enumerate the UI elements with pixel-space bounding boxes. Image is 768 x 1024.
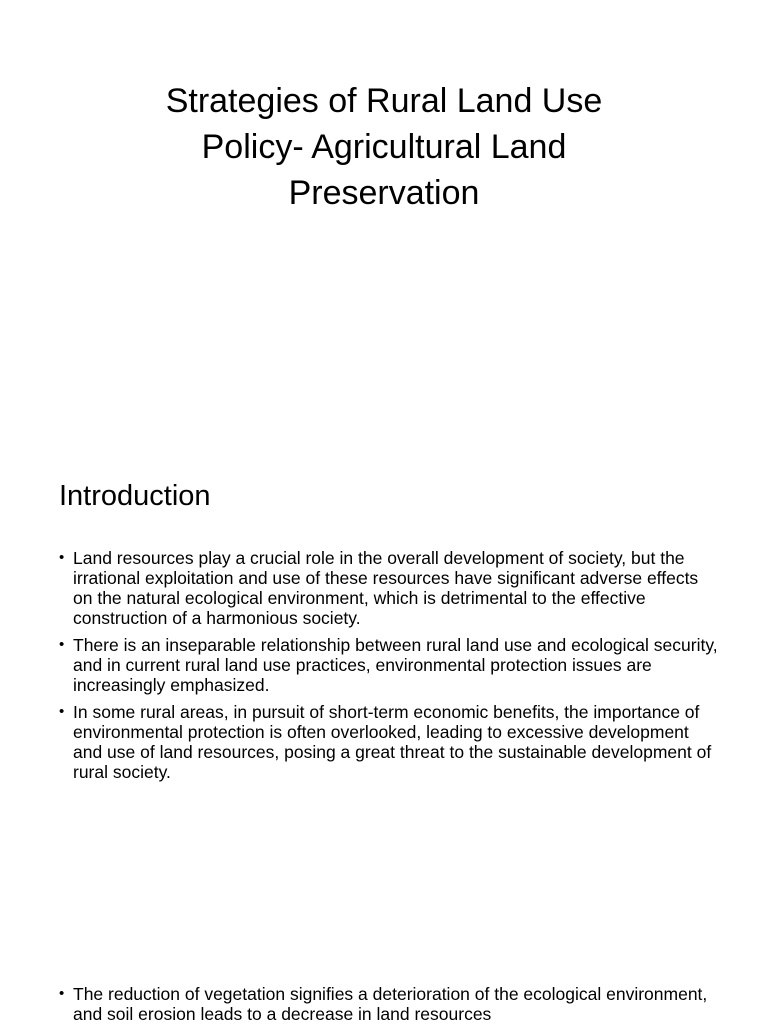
slide-title [84, 78, 684, 216]
bullet-text: The reduction of vegetation signifies a deterioration of the ecological environment, and soil erosion leads to a decrease in land resources [73, 984, 708, 1024]
bullet-text: Land resources play a crucial role in the overall development of society, but the irrational exploitation and use of these resources have significant adverse effects on the natural ecological environment, which is detrimental to the effective construction of a harmonious society. [73, 548, 699, 628]
bullet-text: In some rural areas, in pursuit of short-term economic benefits, the importance of environmental protection is often overlooked, leading to excessive development and use of land resources, posing a great threat to the sustainable development of rural society. [73, 702, 712, 782]
bullet-icon: • [59, 549, 65, 566]
bullet-icon: • [59, 985, 65, 1002]
bullet-item [59, 548, 719, 628]
bullet-item [59, 702, 719, 782]
slide-title-line-1: Strategies of Rural Land Use [165, 82, 603, 120]
next-slide-bullet-list [59, 984, 719, 1024]
slide-title-line-2: Policy- Agricultural Land [201, 128, 567, 166]
bullet-item [59, 635, 719, 695]
bullet-icon: • [59, 703, 65, 720]
introduction-bullet-list [59, 548, 719, 789]
bullet-icon: • [59, 636, 65, 653]
section-heading-introduction: Introduction [59, 480, 211, 512]
bullet-text: There is an inseparable relationship between rural land use and ecological security, and in current rural land use practices, environmental protection issues are increasingly emphasized. [73, 635, 718, 695]
slide-title-line-3: Preservation [288, 174, 480, 212]
bullet-item [59, 984, 719, 1024]
